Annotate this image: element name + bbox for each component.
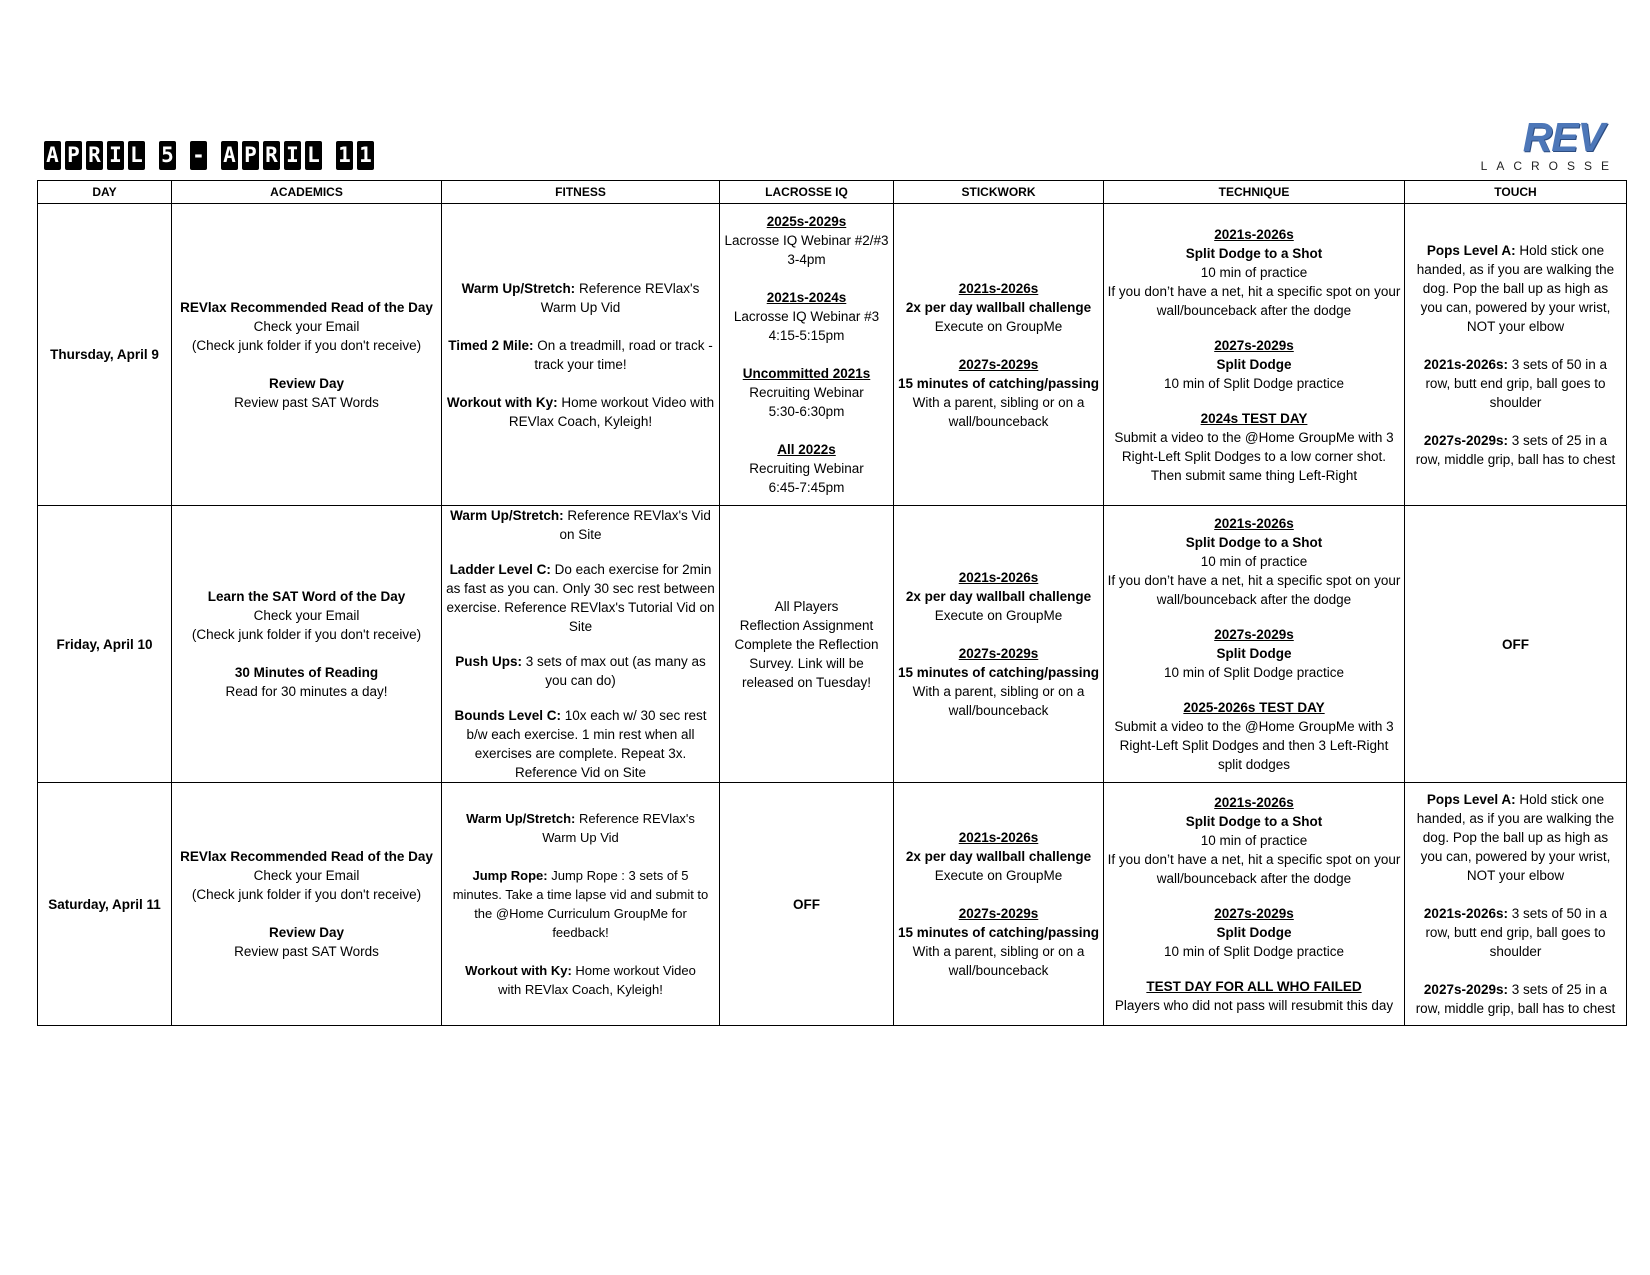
iq-text: Recruiting Webinar	[749, 461, 864, 476]
column-header-touch: TOUCH	[1405, 181, 1627, 204]
stickwork-text: Execute on GroupMe	[934, 608, 1063, 623]
stickwork-drill: 2x per day wallball challenge	[905, 299, 1092, 315]
academics-text: Review past SAT Words	[234, 944, 379, 959]
touch-item	[1411, 790, 1620, 885]
fitness-item	[445, 506, 716, 544]
title-letter-tile: R	[263, 141, 280, 170]
stickwork-group-heading: 2027s-2029s	[958, 356, 1039, 372]
stickwork-group-heading: 2021s-2026s	[958, 570, 1039, 585]
iq-text: Recruiting Webinar	[749, 385, 864, 400]
academics-cell	[172, 506, 442, 783]
column-header-stickwork: STICKWORK	[894, 181, 1104, 204]
technique-text: 10 min of Split Dodge practice	[1163, 665, 1345, 680]
lacrosse-iq-cell: OFF	[720, 783, 894, 1026]
fitness-item	[445, 560, 716, 636]
title-letter-tile: 5	[159, 141, 176, 170]
title-gap	[326, 141, 332, 170]
title-letter-tile: I	[107, 141, 124, 170]
stickwork-group-heading: 2027s-2029s	[958, 906, 1039, 921]
fitness-item-text: Reference REVlax's Vid on Site	[559, 508, 711, 542]
technique-text: Submit a video to the @Home GroupMe with 3 Right-Left Split Dodges to a low corner shot. Then submit same thing Left-Right	[1114, 429, 1394, 483]
academics-heading: Review Day	[268, 375, 345, 391]
academics-cell	[172, 783, 442, 1026]
title-gap	[211, 141, 217, 170]
touch-cell: OFF	[1405, 506, 1627, 783]
stickwork-drill: 15 minutes of catching/passing	[897, 375, 1100, 391]
title-letter-tile: P	[242, 141, 259, 170]
fitness-cell	[442, 783, 720, 1026]
table-row	[38, 506, 1627, 783]
fitness-item	[452, 809, 709, 847]
fitness-item	[445, 336, 716, 374]
academics-text: Read for 30 minutes a day!	[225, 684, 388, 699]
fitness-cell	[442, 506, 720, 783]
touch-item-label: 2021s-2026s:	[1423, 356, 1508, 372]
day-cell: Thursday, April 9	[38, 204, 172, 506]
title-gap	[149, 141, 155, 170]
technique-text: Players who did not pass will resubmit this day	[1114, 998, 1394, 1013]
technique-text: 10 min of Split Dodge practice	[1163, 944, 1345, 959]
iq-time: 6:45-7:45pm	[768, 480, 845, 495]
stickwork-cell	[894, 783, 1104, 1026]
academics-text: Review past SAT Words	[234, 394, 379, 410]
technique-text: If you don’t have a net, hit a specific spot on your wall/bounceback after the dodge	[1107, 283, 1401, 318]
day-cell: Saturday, April 11	[38, 783, 172, 1026]
title-letter-tile: -	[190, 141, 207, 170]
page-title	[44, 141, 374, 170]
stickwork-text: With a parent, sibling or on a wall/bounceback	[912, 394, 1085, 429]
lacrosse-iq-cell	[720, 506, 894, 783]
stickwork-drill: 15 minutes of catching/passing	[897, 925, 1100, 940]
technique-drill: Split Dodge to a Shot	[1185, 535, 1323, 550]
touch-item	[1411, 904, 1620, 961]
column-header-fitness: FITNESS	[442, 181, 720, 204]
academics-text: (Check junk folder if you don't receive)	[191, 627, 422, 642]
technique-text: Submit a video to the @Home GroupMe with 3 Right-Left Split Dodges and then 3 Left-Right split dodges	[1114, 719, 1394, 772]
stickwork-drill: 2x per day wallball challenge	[905, 589, 1092, 604]
logo-wordmark: REV	[1522, 114, 1604, 160]
touch-item-text: 3 sets of 50 in a row, butt end grip, ball goes to shoulder	[1425, 906, 1608, 959]
technique-text: 10 min of practice	[1200, 833, 1308, 848]
iq-group-heading: 2025s-2029s	[766, 214, 847, 229]
academics-heading: 30 Minutes of Reading	[234, 665, 379, 680]
title-letter-tile: A	[44, 141, 61, 170]
lacrosse-iq-cell	[720, 204, 894, 506]
technique-text: 10 min of practice	[1200, 264, 1308, 280]
fitness-item-text: Reference REVlax's Warm Up Vid	[540, 280, 700, 315]
column-header-lacrosse-iq: LACROSSE IQ	[720, 181, 894, 204]
fitness-item-label: Warm Up/Stretch:	[450, 508, 564, 523]
academics-text: (Check junk folder if you don't receive)	[191, 887, 422, 902]
stickwork-cell	[894, 204, 1104, 506]
stickwork-text: Execute on GroupMe	[934, 318, 1063, 334]
rev-lacrosse-logo	[1476, 114, 1618, 173]
fitness-item-text: Jump Rope : 3 sets of 5 minutes. Take a time lapse vid and submit to the @Home Curriculum GroupMe for feedback!	[452, 868, 709, 940]
fitness-item	[445, 279, 716, 317]
fitness-item-label: Ladder Level C:	[449, 562, 551, 577]
technique-cell	[1104, 783, 1405, 1026]
fitness-item-label: Warm Up/Stretch:	[466, 811, 576, 826]
technique-cell	[1104, 506, 1405, 783]
fitness-item	[445, 706, 716, 782]
iq-text: Reflection Assignment	[739, 617, 874, 633]
touch-item-text: 3 sets of 25 in a row, middle grip, ball has to chest	[1415, 432, 1616, 467]
logo-subtitle: LACROSSE	[1480, 159, 1618, 173]
title-letter-tile: 1	[357, 141, 374, 170]
iq-text: Complete the Reflection Survey. Link will be released on Tuesday!	[734, 636, 879, 690]
touch-item-text: Hold stick one handed, as if you are walking the dog. Pop the ball up as high as you can, powered by your wrist, NOT your elbow	[1416, 792, 1615, 883]
touch-item	[1411, 355, 1620, 412]
stickwork-cell	[894, 506, 1104, 783]
iq-time: 5:30-6:30pm	[768, 404, 845, 419]
touch-item-label: 2027s-2029s:	[1423, 432, 1508, 448]
title-letter-tile: 1	[336, 141, 353, 170]
fitness-cell	[442, 204, 720, 506]
title-letter-tile: L	[305, 141, 322, 170]
stickwork-group-heading: 2021s-2026s	[958, 830, 1039, 845]
title-letter-tile: P	[65, 141, 82, 170]
technique-group-heading: 2021s-2026s	[1214, 795, 1294, 810]
technique-group-heading: 2027s-2029s	[1214, 906, 1294, 921]
fitness-item-label: Workout with Ky:	[446, 394, 558, 410]
fitness-item-label: Bounds Level C:	[454, 708, 561, 723]
technique-group-heading: 2021s-2026s	[1214, 226, 1294, 242]
touch-item-text: 3 sets of 25 in a row, middle grip, ball has to chest	[1415, 982, 1616, 1016]
title-letter-tile: L	[128, 141, 145, 170]
iq-time: 4:15-5:15pm	[768, 328, 845, 343]
fitness-item-text: Home workout Video with REVlax Coach, Kyleigh!	[508, 394, 715, 429]
academics-cell	[172, 204, 442, 506]
iq-group-heading: All 2022s	[777, 442, 836, 457]
table-row	[38, 783, 1627, 1026]
academics-text: Check your Email	[253, 868, 360, 883]
title-letter-tile: A	[221, 141, 238, 170]
fitness-item-label: Jump Rope:	[472, 868, 548, 883]
column-header-academics: ACADEMICS	[172, 181, 442, 204]
fitness-item-text: 3 sets of max out (as many as you can do)	[521, 654, 706, 688]
touch-item-text: 3 sets of 50 in a row, butt end grip, ball goes to shoulder	[1425, 356, 1608, 410]
academics-heading: REVlax Recommended Read of the Day	[180, 849, 433, 864]
touch-cell	[1405, 783, 1627, 1026]
technique-test-heading: 2024s TEST DAY	[1200, 410, 1308, 426]
iq-time: 3-4pm	[787, 252, 826, 267]
technique-test-heading: 2025-2026s TEST DAY	[1183, 700, 1325, 715]
iq-text: Lacrosse IQ Webinar #2/#3	[724, 233, 889, 248]
technique-test-heading: TEST DAY FOR ALL WHO FAILED	[1146, 979, 1362, 994]
iq-text: Lacrosse IQ Webinar #3	[733, 309, 880, 324]
stickwork-text: Execute on GroupMe	[934, 868, 1063, 883]
technique-text: 10 min of practice	[1200, 554, 1308, 569]
touch-item	[1411, 431, 1620, 469]
stickwork-group-heading: 2027s-2029s	[958, 646, 1039, 661]
fitness-item-text: 10x each w/ 30 sec rest b/w each exercise. 1 min rest when all exercises are complete. Repeat 3x. Reference Vid on Site	[466, 708, 707, 780]
stickwork-text: With a parent, sibling or on a wall/bounceback	[912, 944, 1085, 978]
fitness-item-label: Timed 2 Mile:	[448, 337, 534, 353]
fitness-item-text: Do each exercise for 2min as fast as you can. Only 30 sec rest between exercise. Reference REVlax's Tutorial Vid on Site	[446, 562, 715, 634]
stickwork-group-heading: 2021s-2026s	[958, 280, 1039, 296]
touch-item	[1411, 980, 1620, 1018]
fitness-item-text: Home workout Video with REVlax Coach, Kyleigh!	[498, 963, 696, 997]
technique-drill: Split Dodge to a Shot	[1185, 814, 1323, 829]
technique-drill: Split Dodge to a Shot	[1185, 245, 1323, 261]
iq-group-heading: Uncommitted 2021s	[742, 366, 871, 381]
column-header-technique: TECHNIQUE	[1104, 181, 1405, 204]
fitness-item	[452, 961, 709, 999]
technique-cell	[1104, 204, 1405, 506]
technique-text: 10 min of Split Dodge practice	[1163, 375, 1345, 391]
table-header-row	[38, 181, 1627, 204]
touch-item-label: Pops Level A:	[1426, 242, 1516, 258]
iq-group-heading: 2021s-2024s	[766, 290, 847, 305]
fitness-item	[452, 866, 709, 942]
title-letter-tile: R	[86, 141, 103, 170]
academics-heading: REVlax Recommended Read of the Day	[180, 299, 433, 315]
touch-item-label: Pops Level A:	[1426, 792, 1516, 807]
stickwork-drill: 15 minutes of catching/passing	[897, 665, 1100, 680]
fitness-item-label: Warm Up/Stretch:	[461, 280, 576, 296]
touch-item-label: 2027s-2029s:	[1423, 982, 1508, 997]
fitness-item	[445, 652, 716, 690]
technique-group-heading: 2027s-2029s	[1214, 627, 1294, 642]
technique-text: If you don’t have a net, hit a specific spot on your wall/bounceback after the dodge	[1107, 852, 1401, 886]
fitness-item	[445, 393, 716, 431]
technique-drill: Split Dodge	[1216, 646, 1292, 661]
table-row	[38, 204, 1627, 506]
academics-text: (Check junk folder if you don't receive)	[191, 337, 422, 353]
weekly-schedule-table	[37, 180, 1627, 1026]
stickwork-drill: 2x per day wallball challenge	[905, 849, 1092, 864]
fitness-item-label: Push Ups:	[455, 654, 522, 669]
title-gap	[180, 141, 186, 170]
fitness-item-text: On a treadmill, road or track - track your time!	[533, 337, 713, 372]
touch-item-text: Hold stick one handed, as if you are walking the dog. Pop the ball up as high as you can, powered by your wrist, NOT your elbow	[1416, 242, 1615, 334]
academics-heading: Review Day	[268, 925, 345, 940]
fitness-item-text: Reference REVlax's Warm Up Vid	[542, 811, 695, 845]
academics-text: Check your Email	[253, 318, 360, 334]
touch-item	[1411, 241, 1620, 336]
technique-group-heading: 2027s-2029s	[1214, 337, 1294, 353]
technique-drill: Split Dodge	[1216, 925, 1292, 940]
stickwork-text: With a parent, sibling or on a wall/bounceback	[912, 684, 1085, 718]
technique-drill: Split Dodge	[1216, 356, 1292, 372]
title-letter-tile: I	[284, 141, 301, 170]
academics-heading: Learn the SAT Word of the Day	[207, 589, 406, 604]
technique-group-heading: 2021s-2026s	[1214, 516, 1294, 531]
touch-item-label: 2021s-2026s:	[1423, 906, 1508, 921]
academics-text: Check your Email	[253, 608, 360, 623]
column-header-day: DAY	[38, 181, 172, 204]
iq-text: All Players	[774, 598, 839, 614]
technique-text: If you don’t have a net, hit a specific spot on your wall/bounceback after the dodge	[1107, 573, 1401, 607]
day-cell: Friday, April 10	[38, 506, 172, 783]
touch-cell	[1405, 204, 1627, 506]
fitness-item-label: Workout with Ky:	[465, 963, 572, 978]
